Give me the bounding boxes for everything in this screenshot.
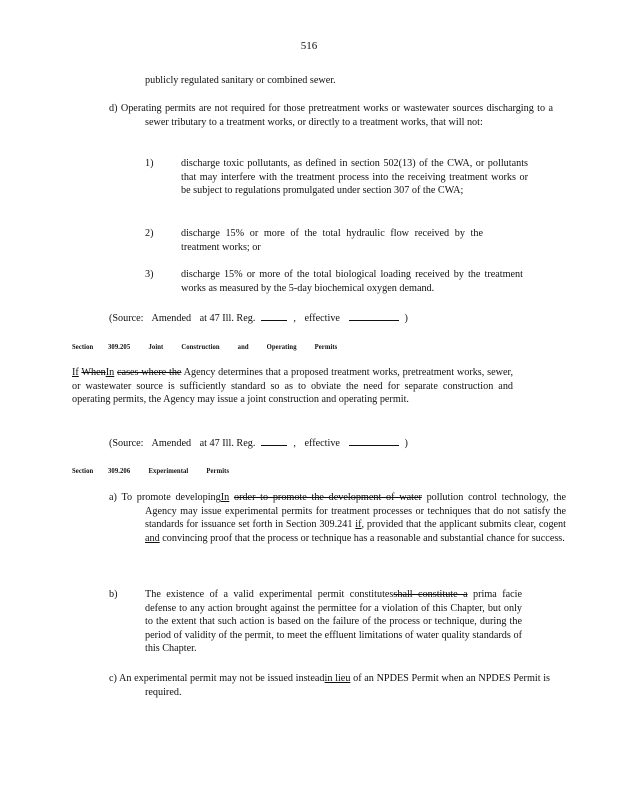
section-title: Joint Construction and Operating Permits bbox=[148, 342, 338, 351]
blank-effective-date bbox=[349, 310, 399, 321]
sub-item-2 bbox=[145, 227, 483, 254]
item-d-paragraph: d) Operating permits are not required for those pretreatment works or wastewater sources discharging to a sewer tributary to a treatment works, or directly to a treatment works, that will not: bbox=[109, 103, 553, 128]
body-text: of an NPDES Permit when an NPDES Permit is required. bbox=[145, 673, 551, 698]
sub-item-number: 1) bbox=[145, 158, 154, 169]
section-title: Experimental Permits bbox=[148, 466, 230, 475]
inserted-text: In bbox=[105, 367, 115, 378]
body-text: c) An experimental permit may not be issued instead bbox=[109, 673, 325, 684]
deleted-text: cases where the bbox=[117, 367, 182, 378]
item-a-paragraph bbox=[109, 491, 566, 545]
source-close: ) bbox=[404, 313, 408, 324]
body-text: Agency determines that a proposed treatment works, pretreatment works, sewer, or wastewater source is sufficiently standard so as to obviate the need for separate construction and operating permits, the Agency may issue a joint construction and operating permit. bbox=[72, 367, 513, 406]
source-reg: at 47 Ill. Reg. bbox=[199, 313, 256, 324]
source-amended: Amended bbox=[151, 313, 192, 324]
page-number: 516 bbox=[300, 40, 318, 52]
section-heading-309-205 bbox=[72, 340, 337, 354]
source-note-2 bbox=[109, 435, 414, 451]
sub-item-number: 3) bbox=[145, 269, 154, 280]
blank-reg-page bbox=[261, 435, 287, 446]
inserted-text: If bbox=[72, 367, 79, 378]
deleted-text: shall constitute a bbox=[393, 589, 468, 600]
source-comma: , bbox=[293, 438, 296, 449]
item-b-paragraph bbox=[109, 588, 522, 656]
section-number: 309.206 bbox=[108, 466, 131, 475]
blank-effective-date bbox=[349, 435, 399, 446]
inserted-text: in lieu bbox=[324, 673, 351, 684]
source-note-1 bbox=[109, 310, 414, 326]
source-comma: , bbox=[293, 313, 296, 324]
sub-item-text: discharge toxic pollutants, as defined in section 502(13) of the CWA, or pollutants that may interfere with the treatment process into the receiving treatment works or be subject to regulations promulgated under section 307 of the CWA; bbox=[181, 158, 528, 197]
section-number: 309.205 bbox=[108, 342, 131, 351]
body-text: , provided that the applicant submits clear, cogent bbox=[361, 519, 566, 531]
section-label: Section bbox=[72, 466, 94, 475]
source-close: ) bbox=[404, 438, 408, 449]
source-amended: Amended bbox=[151, 438, 192, 449]
sub-item-3 bbox=[145, 268, 523, 295]
item-c-paragraph bbox=[109, 672, 550, 699]
sub-item-text: discharge 15% or more of the total biological loading received by the treatment works as measured by the 5-day biochemical oxygen demand. bbox=[181, 269, 523, 294]
sub-item-text: discharge 15% or more of the total hydraulic flow received by the treatment works; or bbox=[181, 228, 483, 253]
body-text: a) To promote developing bbox=[109, 492, 221, 503]
source-open: (Source: bbox=[109, 438, 144, 449]
source-effective: effective bbox=[304, 438, 340, 449]
section-label: Section bbox=[72, 342, 94, 351]
body-text: The existence of a valid experimental permit constitutes bbox=[145, 589, 394, 600]
sub-item-1 bbox=[145, 157, 528, 198]
intro-line: publicly regulated sanitary or combined sewer. bbox=[145, 75, 336, 86]
inserted-text: and bbox=[145, 532, 160, 544]
sub-item-number: 2) bbox=[145, 228, 154, 239]
deleted-text: order to promote the development of water bbox=[233, 492, 422, 503]
body-text: pollution control technology, the Agency may issue experimental permits for treatment processes or techniques that do not satisfy the standards for issuance set forth in Section 309.241 bbox=[145, 492, 567, 531]
item-text bbox=[145, 588, 522, 656]
source-effective: effective bbox=[304, 313, 340, 324]
section-205-body bbox=[72, 366, 513, 407]
section-heading-309-206 bbox=[72, 464, 229, 478]
inserted-text: if bbox=[355, 519, 362, 531]
source-open: (Source: bbox=[109, 313, 144, 324]
body-text: convincing proof that the process or technique has a reasonable and substantial chance for success. bbox=[159, 532, 565, 544]
body-text: prima facie defense to any action brought against the permittee for a violation of this Chapter, but only to the extent that such action is based on the failure of the process or technique, during the period of validity of the permit, to meet the effluent limitations of water quality standards of this Chapter. bbox=[145, 589, 522, 655]
inserted-text: In bbox=[220, 492, 230, 503]
deleted-text: When bbox=[81, 367, 106, 378]
item-number: b) bbox=[109, 589, 118, 600]
source-reg: at 47 Ill. Reg. bbox=[199, 438, 256, 449]
blank-reg-page bbox=[261, 310, 287, 321]
